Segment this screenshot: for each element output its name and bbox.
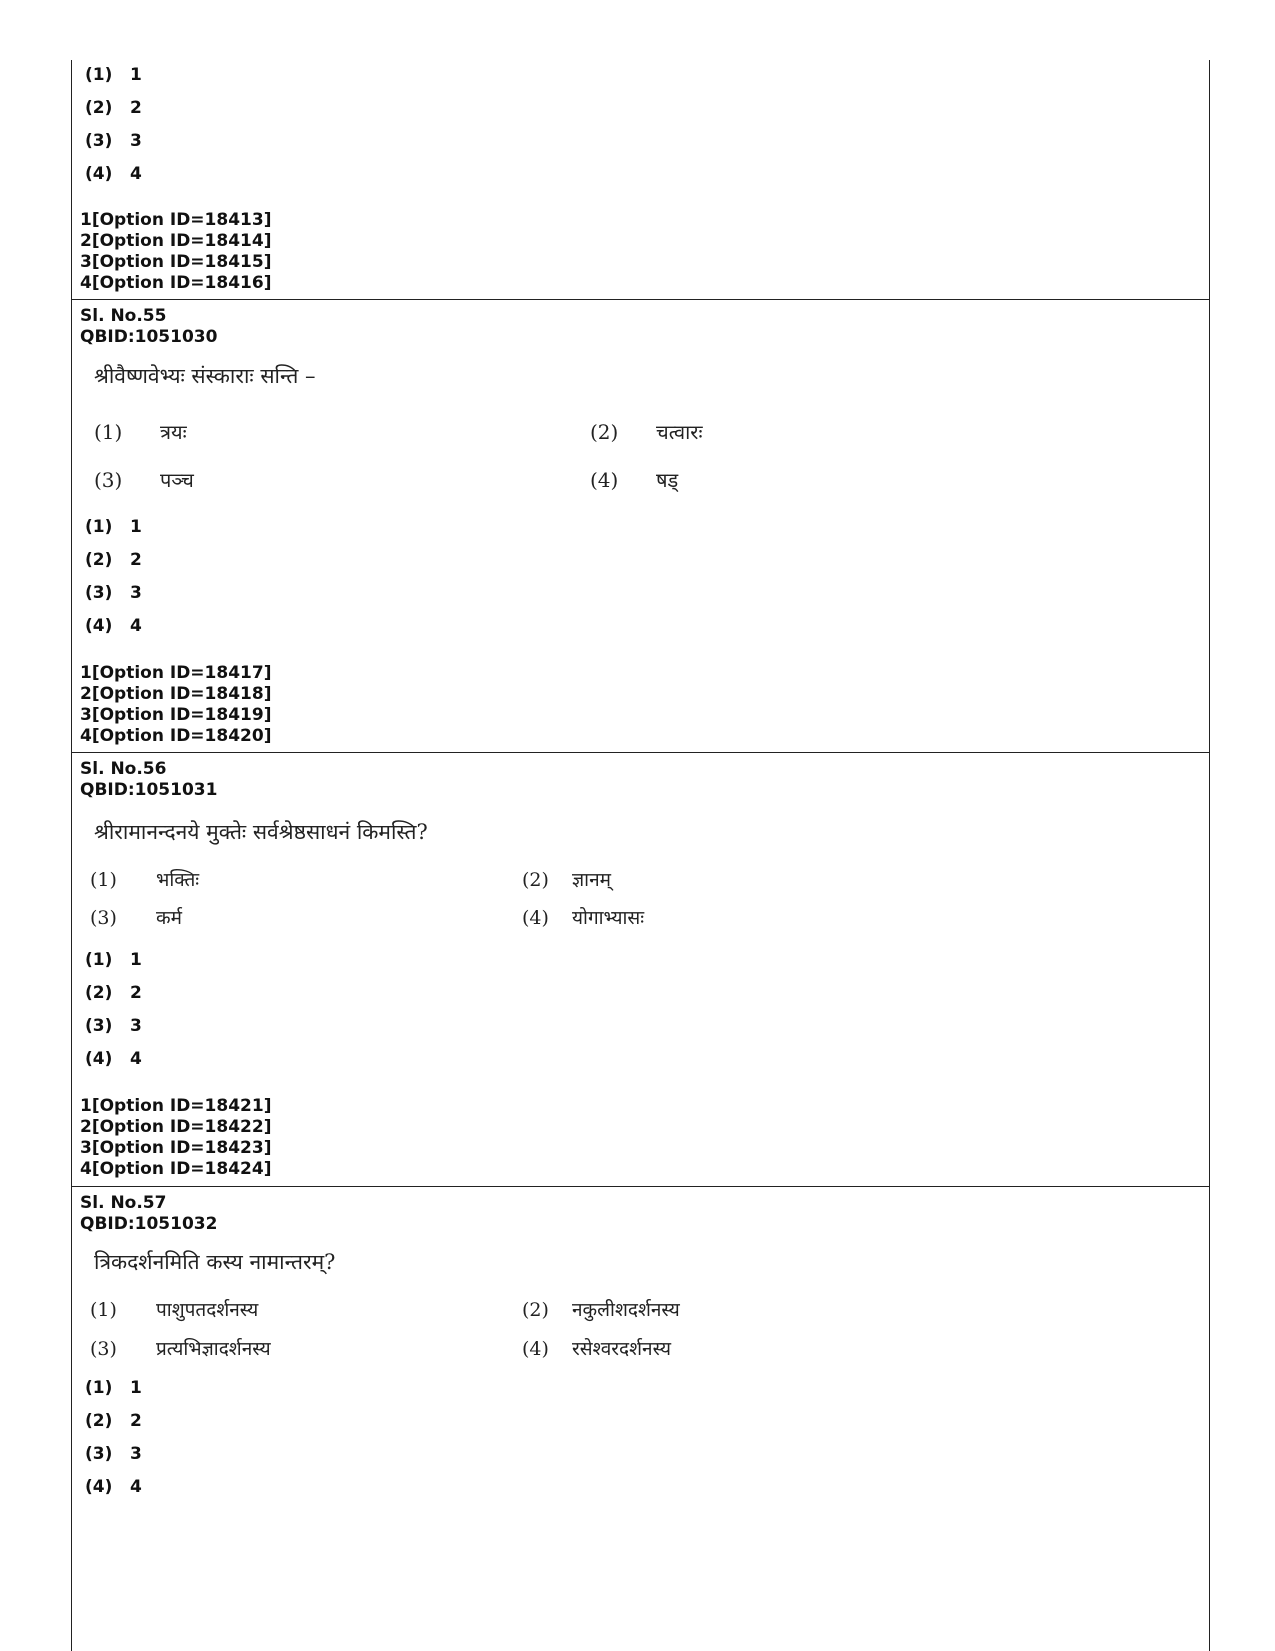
question-text: त्रिकदर्शनमिति कस्य नामान्तरम्? [94, 1250, 336, 1274]
serial-number: Sl. No.57 [80, 1193, 167, 1213]
answer-choice: (1) 1 [85, 1378, 142, 1398]
option-2: (2) ज्ञानम् [522, 869, 612, 891]
section-divider [72, 1186, 1209, 1187]
option-2: (2) नकुलीशदर्शनस्य [522, 1299, 680, 1321]
option-id-list [80, 1096, 271, 1180]
answer-choice: (2) 2 [85, 983, 142, 1003]
option-4: (4) रसेश्वरदर्शनस्य [522, 1338, 671, 1360]
question-text: श्रीरामानन्दनये मुक्तेः सर्वश्रेष्ठसाधनं किमस्ति? [94, 820, 428, 844]
option-id: 2[Option ID=18414] [80, 231, 272, 251]
question-paper-frame [71, 60, 1210, 1651]
answer-choice: (1) 1 [85, 950, 142, 970]
option-4: (4) षड् [590, 468, 679, 492]
qbid: QBID:1051030 [80, 327, 218, 347]
option-3: (3) कर्म [90, 907, 182, 929]
option-id: 1[Option ID=18417] [80, 663, 272, 683]
answer-choice: (4) 4 [85, 164, 142, 184]
option-2: (2) चत्वारः [590, 420, 703, 444]
option-id: 4[Option ID=18424] [80, 1159, 272, 1179]
answer-choice: (4) 4 [85, 616, 142, 636]
option-id-list [80, 210, 271, 294]
question-text: श्रीवैष्णवेभ्यः संस्काराः सन्ति – [94, 364, 316, 388]
answer-choice: (2) 2 [85, 98, 142, 118]
option-id: 2[Option ID=18422] [80, 1117, 272, 1137]
option-3: (3) पञ्च [94, 468, 194, 492]
qbid: QBID:1051032 [80, 1214, 218, 1234]
answer-choice: (4) 4 [85, 1049, 142, 1069]
answer-choice: (1) 1 [85, 517, 142, 537]
option-id: 1[Option ID=18413] [80, 210, 272, 230]
option-4: (4) योगाभ्यासः [522, 907, 645, 929]
answer-choice: (4) 4 [85, 1477, 142, 1497]
option-id: 3[Option ID=18415] [80, 252, 272, 272]
section-divider [72, 752, 1209, 753]
answer-choice: (1) 1 [85, 65, 142, 85]
option-id: 4[Option ID=18420] [80, 726, 272, 746]
answer-choice: (2) 2 [85, 1411, 142, 1431]
answer-choice: (3) 3 [85, 131, 142, 151]
option-id: 4[Option ID=18416] [80, 273, 272, 293]
answer-choice: (2) 2 [85, 550, 142, 570]
option-id: 3[Option ID=18423] [80, 1138, 272, 1158]
option-1: (1) भक्तिः [90, 869, 200, 891]
serial-number: Sl. No.55 [80, 306, 167, 326]
option-3: (3) प्रत्यभिज्ञादर्शनस्य [90, 1338, 271, 1360]
answer-choice: (3) 3 [85, 583, 142, 603]
answer-choice: (3) 3 [85, 1444, 142, 1464]
answer-choice: (3) 3 [85, 1016, 142, 1036]
option-id: 2[Option ID=18418] [80, 684, 272, 704]
qbid: QBID:1051031 [80, 780, 218, 800]
option-1: (1) त्रयः [94, 420, 187, 444]
option-1: (1) पाशुपतदर्शनस्य [90, 1299, 259, 1321]
option-id: 1[Option ID=18421] [80, 1096, 272, 1116]
section-divider [72, 299, 1209, 300]
option-id: 3[Option ID=18419] [80, 705, 272, 725]
serial-number: Sl. No.56 [80, 759, 167, 779]
option-id-list [80, 663, 271, 747]
